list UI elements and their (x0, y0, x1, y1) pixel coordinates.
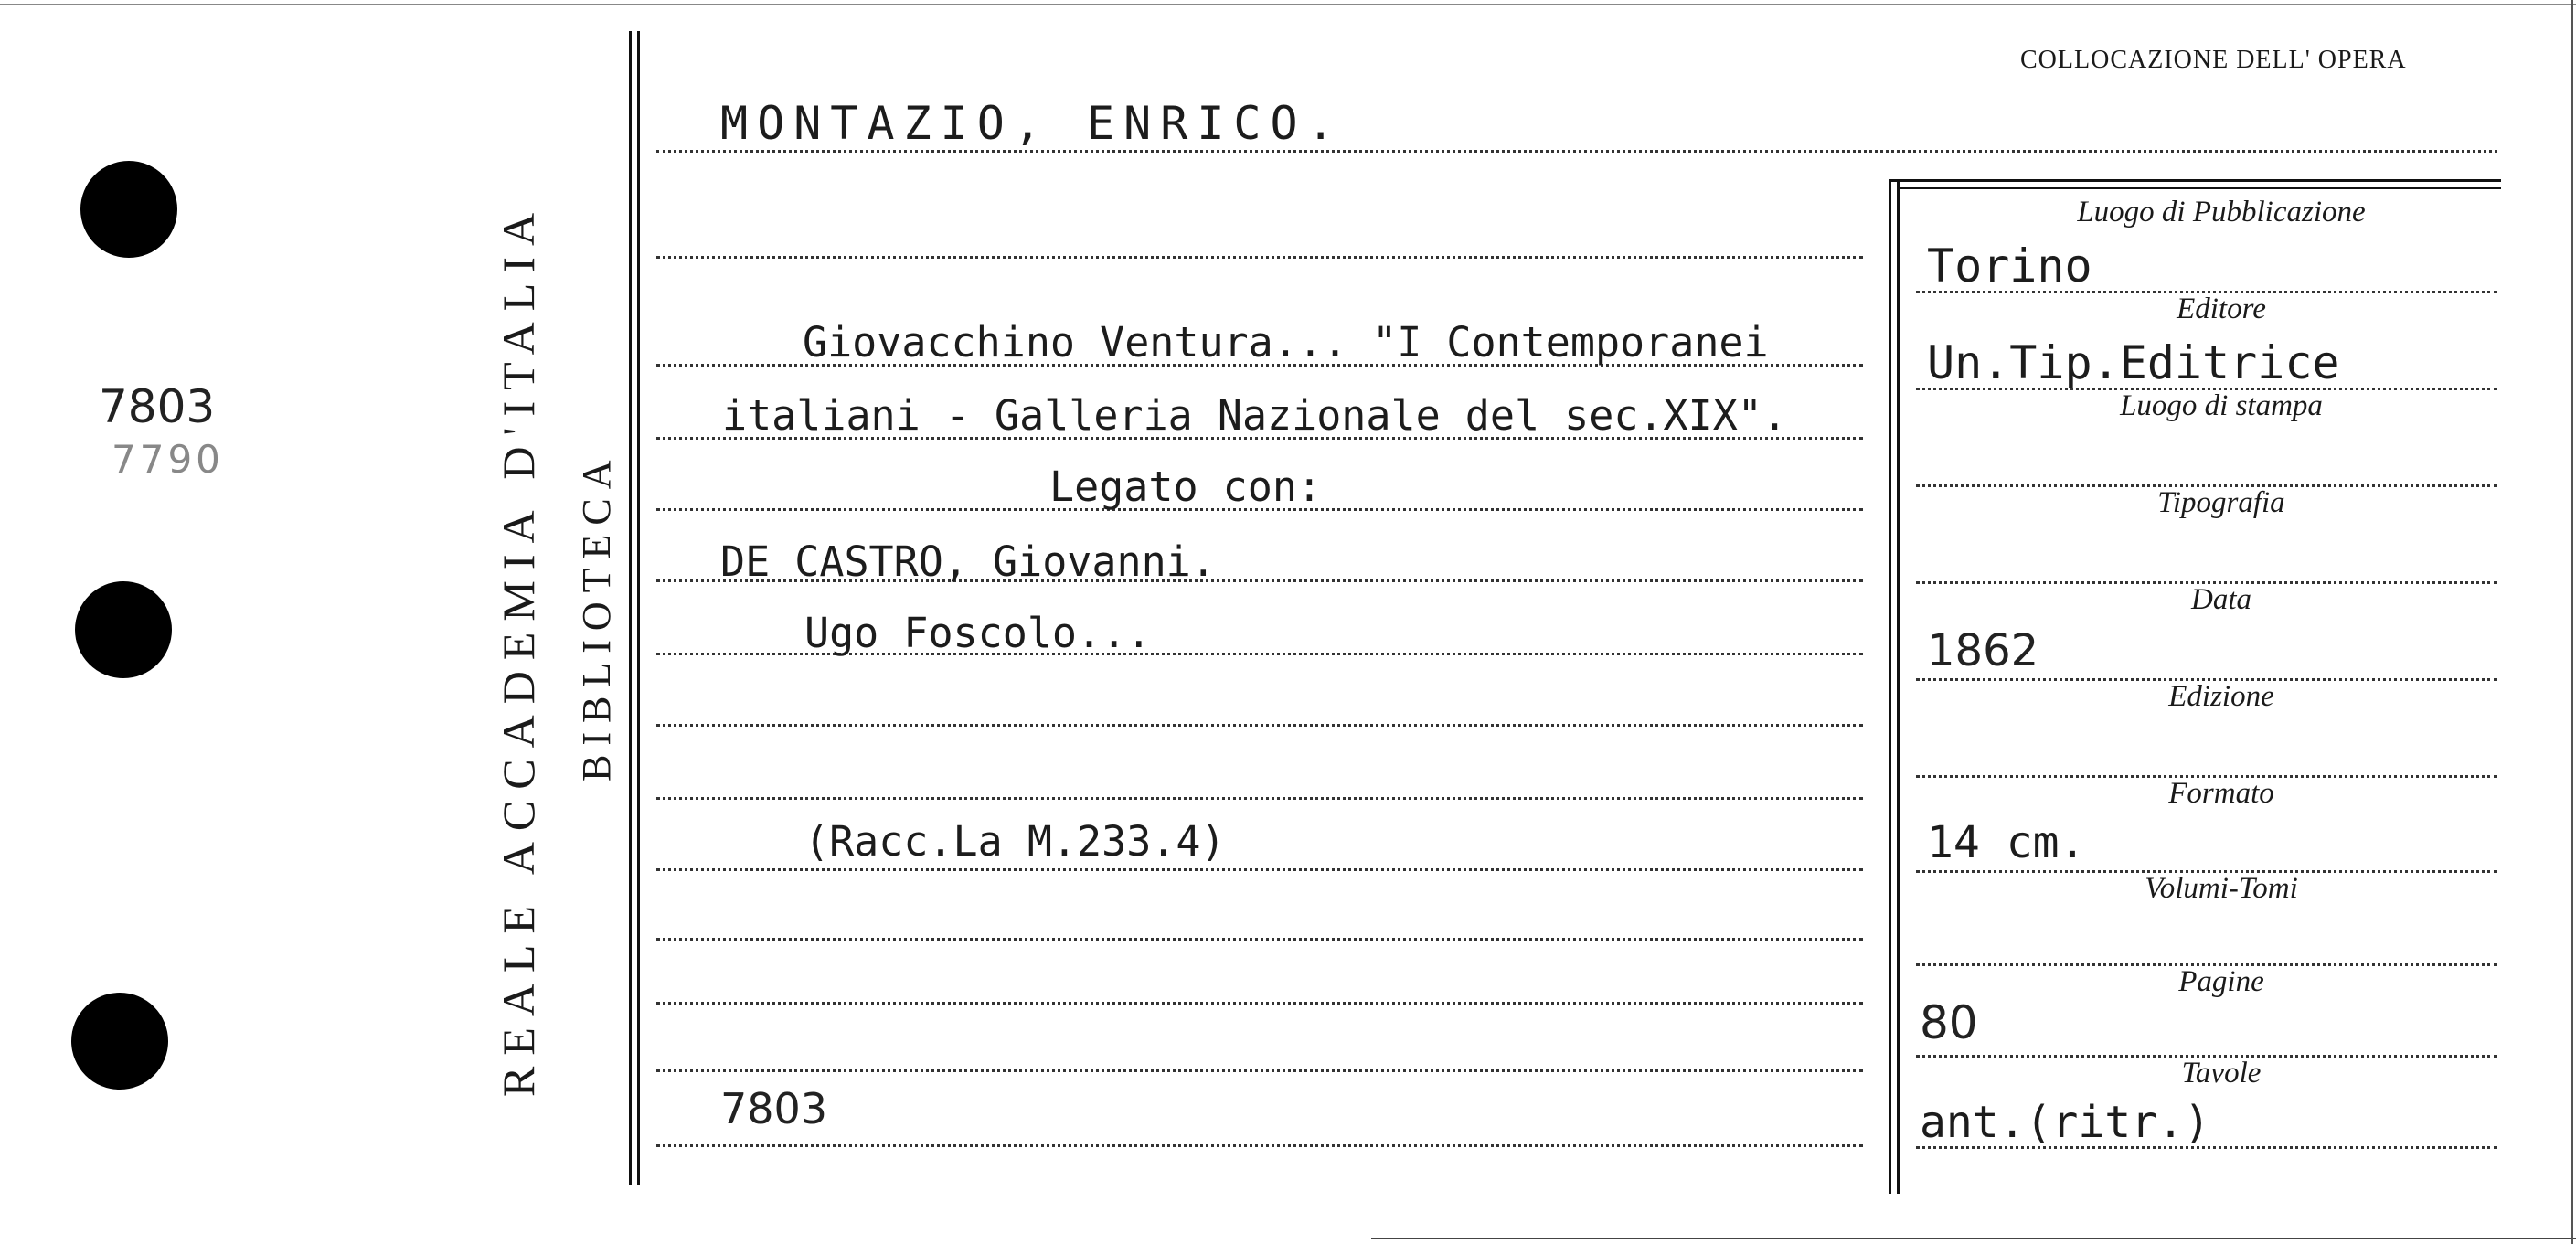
bottom-inventory-number: 7803 (720, 1084, 828, 1133)
top-edge (0, 4, 2576, 5)
line-14 (656, 1144, 1863, 1147)
value-tavole: ant.(ritr.) (1920, 1097, 2210, 1148)
line-13 (656, 1069, 1863, 1072)
label-volumi-tomi: Volumi-Tomi (2145, 872, 2298, 905)
line-2 (656, 256, 1863, 259)
line-11 (656, 938, 1863, 941)
collocazione-heading: COLLOCAZIONE DELL' OPERA (2020, 46, 2407, 74)
library-name: BIBLIOTECA (574, 451, 619, 781)
fields-top-rule-b (1897, 187, 2501, 189)
title-line-1: Giovacchino Ventura... "I Contemporanei (803, 318, 1769, 367)
label-luogo-stampa: Luogo di stampa (2120, 389, 2323, 422)
label-luogo-pubblicazione: Luogo di Pubblicazione (2077, 196, 2366, 229)
line-9 (656, 797, 1863, 800)
right-edge (2571, 0, 2573, 1244)
label-edizione: Edizione (2168, 680, 2274, 713)
institution-name: REALE ACCADEMIA D'ITALIA (493, 201, 544, 1097)
left-double-rule-a (629, 31, 632, 1185)
line-12 (656, 1002, 1863, 1005)
inventory-number-faded: 7790 (112, 437, 224, 482)
label-data: Data (2191, 583, 2251, 616)
bottom-edge (1371, 1238, 2576, 1239)
left-double-rule-b (637, 31, 640, 1185)
author-heading: MONTAZIO, ENRICO. (720, 97, 1344, 150)
line-10 (656, 868, 1863, 871)
value-editore: Un.Tip.Editrice (1927, 336, 2340, 389)
inventory-number: 7803 (99, 380, 216, 433)
label-tavole: Tavole (2181, 1057, 2262, 1090)
punch-hole-top (80, 161, 177, 258)
punch-hole-middle (75, 581, 172, 678)
line-author (656, 150, 2497, 153)
value-pagine: 80 (1920, 996, 1978, 1049)
second-title: Ugo Foscolo... (804, 609, 1152, 657)
value-luogo-pubblicazione: Torino (1927, 239, 2092, 292)
label-editore: Editore (2177, 292, 2266, 325)
label-tipografia: Tipografia (2157, 486, 2285, 519)
value-formato: 14 cm. (1927, 817, 2086, 868)
value-data: 1862 (1927, 625, 2039, 676)
second-author: DE CASTRO, Giovanni. (720, 537, 1216, 586)
fields-top-rule-a (1889, 179, 2501, 182)
label-pagine: Pagine (2178, 965, 2264, 998)
label-formato: Formato (2168, 777, 2274, 810)
punch-hole-bottom (71, 993, 168, 1090)
fields-double-rule-b (1897, 179, 1900, 1194)
fields-double-rule-a (1889, 179, 1891, 1194)
line-8 (656, 724, 1863, 727)
shelfmark: (Racc.La M.233.4) (804, 817, 1226, 866)
title-line-2: italiani - Galleria Nazionale del sec.XIX". (722, 391, 1787, 440)
bound-with-label: Legato con: (1049, 463, 1323, 511)
